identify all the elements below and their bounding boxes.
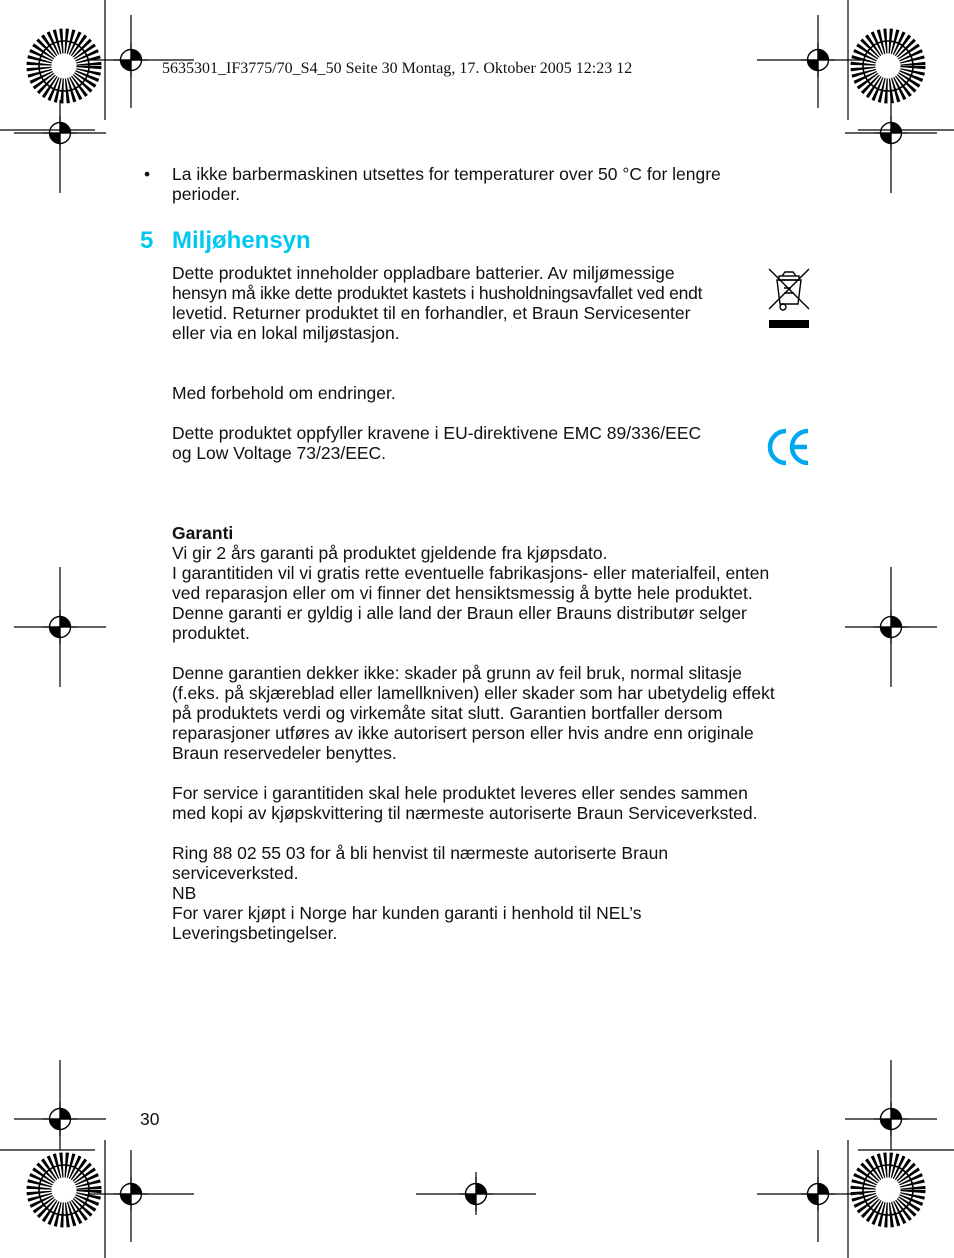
page-number: 30 [140, 1109, 160, 1129]
warranty-line: ved reparasjon eller om vi finner det hensiktsmessig å bytte hele produktet. [172, 583, 753, 603]
reservation-text: Med forbehold om endringer. [172, 383, 396, 403]
bullet-line: La ikke barbermaskinen utsettes for temperaturer over 50 °C for lengre [172, 164, 721, 184]
section-title: Miljøhensyn [172, 227, 311, 254]
warranty-line: serviceverksted. [172, 863, 299, 883]
section-heading [140, 226, 311, 256]
warranty-line: NB [172, 883, 197, 903]
warranty-line: produktet. [172, 623, 250, 643]
warranty-line: på produktets verdi og virkemåte sitat slutt. Garantien bortfaller dersom [172, 703, 723, 723]
environment-line: levetid. Returner produktet til en forhandler, et Braun Servicesenter [172, 303, 691, 323]
warranty-line: med kopi av kjøpskvittering til nærmeste autoriserte Braun Serviceverksted. [172, 803, 758, 823]
warranty-line: Leveringsbetingelser. [172, 923, 338, 943]
environment-line: hensyn må ikke dette produktet kastets i husholdningsavfallet ved endt [172, 283, 703, 303]
warranty-line: Denne garantien dekker ikke: skader på grunn av feil bruk, normal slitasje [172, 663, 743, 683]
warranty-line: reparasjoner utføres av ikke autorisert person eller hvis andre enn originale [172, 723, 754, 743]
print-info-header: 5635301_IF3775/70_S4_50 Seite 30 Montag, 17. Oktober 2005 12:23 12 [162, 60, 633, 77]
environment-line: Dette produktet inneholder oppladbare batterier. Av miljømessige [172, 263, 675, 283]
crossed-out-wheelie-bin-icon [766, 266, 812, 330]
compliance-line: og Low Voltage 73/23/EEC. [172, 443, 387, 463]
warranty-heading: Garanti [172, 523, 234, 543]
warranty-line: Denne garanti er gyldig i alle land der Braun eller Brauns distributør selger [172, 603, 747, 623]
ce-mark-icon [766, 426, 812, 468]
warranty-line: (f.eks. på skjæreblad eller lamellkniven) eller skader som har ubetydelig effekt [172, 683, 775, 703]
compliance-line: Dette produktet oppfyller kravene i EU-direktivene EMC 89/336/EEC [172, 423, 702, 443]
section-number: 5 [140, 227, 154, 254]
warranty-line: For varer kjøpt i Norge har kunden garanti i henhold til NEL’s [172, 903, 642, 923]
warranty-line: I garantitiden vil vi gratis rette eventuelle fabrikasjons- eller materialfeil, enten [172, 563, 770, 583]
warranty-line: Braun reservedeler benyttes. [172, 743, 397, 763]
warranty-line: For service i garantitiden skal hele produktet leveres eller sendes sammen [172, 783, 748, 803]
warranty-line: Ring 88 02 55 03 for å bli henvist til nærmeste autoriserte Braun [172, 843, 669, 863]
bullet-symbol: • [144, 164, 151, 184]
bullet-line: perioder. [172, 184, 241, 204]
environment-line: eller via en lokal miljøstasjon. [172, 323, 400, 343]
warranty-line: Vi gir 2 års garanti på produktet gjeldende fra kjøpsdato. [172, 543, 608, 563]
